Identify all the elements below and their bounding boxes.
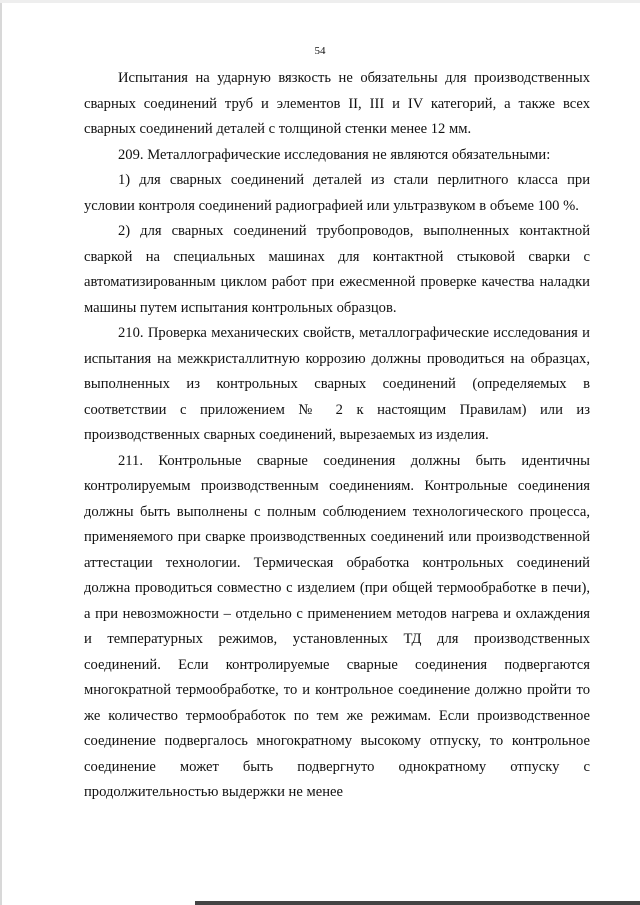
paragraph-impact-tests: Испытания на ударную вязкость не обязательны для производственных сварных соединений труб и элементов II, III и IV категорий, а также всех сварных соединений деталей с толщиной стенки менее 12 мм. <box>84 70 590 137</box>
scan-border-top <box>0 0 640 3</box>
paragraph-209: 209. Металлографические исследования не являются обязательными: <box>118 146 551 163</box>
scan-border-bottom <box>195 901 640 905</box>
paragraph-210: 210. Проверка механических свойств, металлографические исследования и испытания на межкристаллитную коррозию должны проводиться на образцах, выполненных из контрольных сварных соединений (определяемых в соответствии с приложением № 2 к настоящим Правилам) или из производственных сварных соединений, вырезаемых из изделия. <box>84 325 590 443</box>
paragraph-209-item-2: 2) для сварных соединений трубопроводов, выполненных контактной сваркой на специальных машинах для контактной стыковой сварки с автоматизированным циклом работ при ежесменной проверке качества наладки машины путем испытания контрольных образцов. <box>84 223 590 316</box>
document-body <box>84 66 590 806</box>
scan-border-left <box>0 0 2 905</box>
page-number: 54 <box>314 45 326 57</box>
paragraph-211: 211. Контрольные сварные соединения должны быть идентичны контролируемым производственным соединениям. Контрольные соединения должны быть выполнены с полным соблюдением технологического процесса, применяемого при сварке производственных соединений или производственной аттестации технологии. Термическая обработка контрольных соединений должна проводиться совместно с изделием (при общей термообработке в печи), а при невозможности – отдельно с применением методов нагрева и охлаждения и температурных режимов, установленных ТД для производственных соединений. Если контролируемые сварные соединения подвергаются многократной термообработке, то и контрольное соединение должно пройти то же количество термообработок по тем же режимам. Если производственное соединение подвергалось многократному высокому отпуску, то контрольное соединение может быть подвергнуто однократному отпуску с продолжительностью выдержки не менее <box>84 452 590 800</box>
paragraph-209-item-1: 1) для сварных соединений деталей из стали перлитного класса при условии контроля соединений радиографией или ультразвуком в объеме 100 %. <box>84 172 590 214</box>
